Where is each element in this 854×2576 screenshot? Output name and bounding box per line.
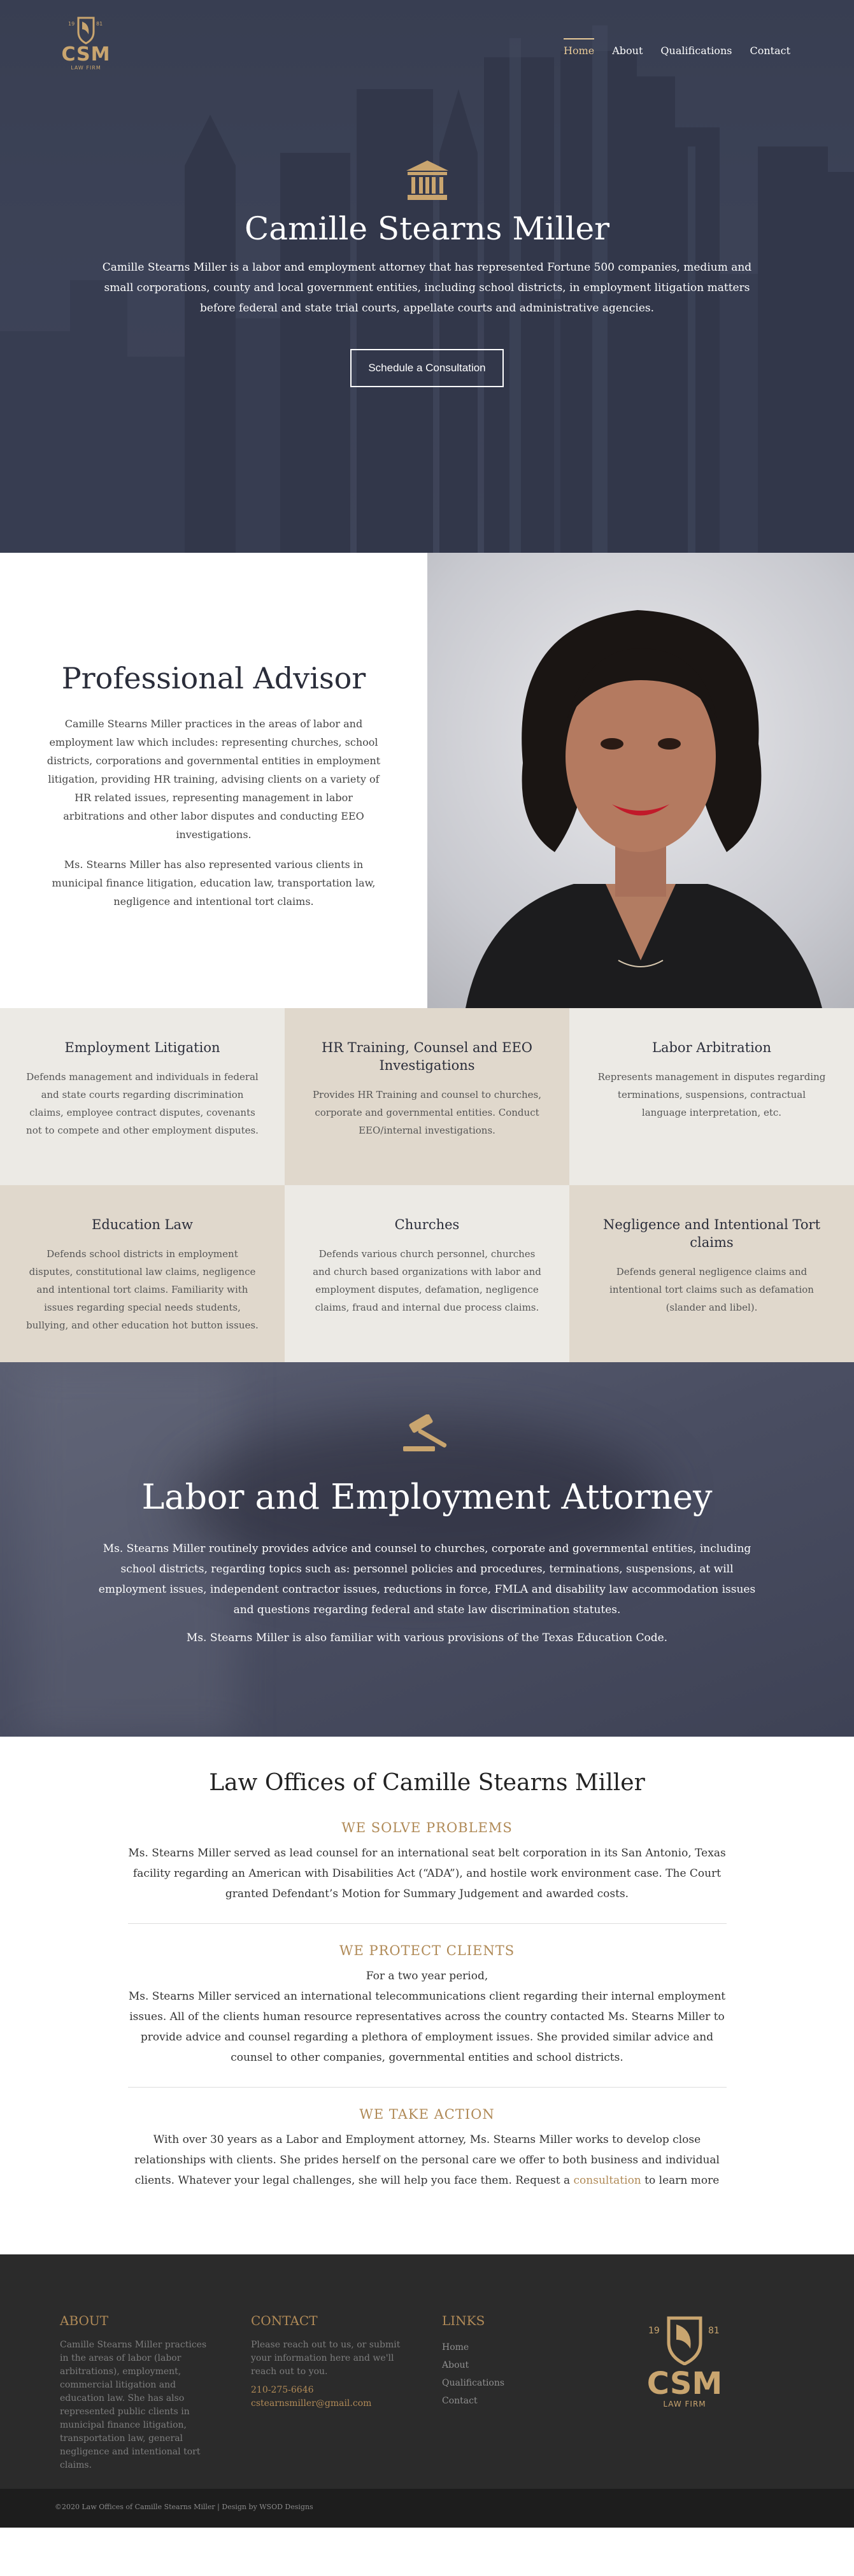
we-take-action-block	[128, 2087, 727, 2210]
courthouse-icon	[405, 159, 450, 201]
service-text: Defends school districts in employment disputes, constitutional law claims, negligence and intentional tort claims. Familiarity with issues regarding special needs students, bullying, and other education hot button issues.	[26, 1248, 259, 1331]
block-heading: WE PROTECT CLIENTS	[339, 1943, 515, 1958]
block-heading: WE SOLVE PROBLEMS	[341, 1820, 513, 1835]
service-title: Churches	[394, 1217, 460, 1232]
footer-links-title: LINKS	[442, 2313, 485, 2328]
service-title: Negligence and Intentional Tort claims	[602, 1217, 821, 1250]
footer-link-home[interactable]: Home	[442, 2342, 469, 2352]
footer-about-text: Camille Stearns Miller practices in the areas of labor (labor arbitrations), employment, commercial litigation and education law. She has also represented public clients in municipal finance litigation, transportation law, general negligence and intentional tort claims.	[60, 2340, 207, 2470]
block-text	[128, 2130, 727, 2191]
footer-link-about[interactable]: About	[442, 2360, 469, 2370]
service-text: Defends various church personnel, churches and church based organizations with labor and employment disputes, defamation, negligence claims, fraud and internal due process claims.	[313, 1248, 541, 1313]
labor-employment-paragraph-2: Ms. Stearns Miller is also familiar with various provisions of the Texas Education Code.	[186, 1632, 668, 1644]
block-text: Ms. Stearns Miller served as lead counsel for an international seat belt corporation in its San Antonio, Texas facility regarding an American with Disabilities Act (“ADA”), and hostile work environment case. The Court granted Defendant’s Motion for Summary Judgement and awarded costs.	[128, 1847, 726, 1900]
logo-text: CSM	[61, 43, 111, 66]
hero-section	[0, 0, 854, 553]
service-hr-training	[285, 1008, 569, 1185]
footer-logo-shield-icon	[643, 2314, 726, 2365]
hero-description: Camille Stearns Miller is a labor and employment attorney that has represented Fortune 500 companies, medium and small corporations, county and local government entities, including school districts, in employment litigation matters before federal and state trial courts, appellate courts and administrative agencies.	[102, 261, 752, 315]
footer-logo-year-left: 19	[648, 2326, 660, 2336]
nav-contact[interactable]: Contact	[750, 45, 790, 57]
nav-qualifications[interactable]: Qualifications	[660, 45, 732, 57]
service-text: Defends management and individuals in federal and state courts regarding discrimination claims, employee contract disputes, covenants not to compete and other employment disputes.	[26, 1071, 259, 1136]
service-text: Provides HR Training and counsel to churches, corporate and governmental entities. Conduct EEO/internal investigations.	[312, 1089, 542, 1136]
advisor-paragraph-2: Ms. Stearns Miller has also represented various clients in municipal finance litigation, education law, transportation law, negligence and intentional tort claims.	[52, 858, 376, 907]
site-logo[interactable]	[57, 15, 115, 71]
logo-year-right: 81	[96, 21, 103, 27]
block-text: Ms. Stearns Miller serviced an international telecommunications client regarding their internal employment issues. All of the clients human resource representatives across the country contacted Ms. Stearns Miller to provide advice and counsel regarding a plethora of employment issues. She provided similar advice and counsel to other companies, governmental entities and school districts.	[128, 1990, 726, 2064]
nav-home[interactable]: Home	[564, 38, 594, 57]
logo-shield-icon	[67, 15, 105, 45]
hero-title: Camille Stearns Miller	[245, 210, 609, 247]
footer-phone[interactable]: 210-275-6646	[251, 2385, 314, 2395]
services-grid	[0, 1008, 854, 1362]
schedule-consultation-button[interactable]: Schedule a Consultation	[350, 349, 503, 387]
labor-employment-section	[0, 1362, 854, 1737]
professional-advisor-section	[0, 553, 854, 1008]
site-footer	[0, 2254, 854, 2489]
footer-links	[442, 2313, 569, 2410]
service-labor-arbitration	[569, 1008, 854, 1185]
offices-title: Law Offices of Camille Stearns Miller	[209, 1770, 645, 1796]
service-negligence-tort	[569, 1185, 854, 1362]
we-solve-problems-block	[128, 1820, 727, 1923]
advisor-title: Professional Advisor	[61, 661, 366, 695]
footer-link-contact[interactable]: Contact	[442, 2396, 478, 2406]
law-offices-section	[0, 1737, 854, 2254]
advisor-text	[0, 553, 427, 1008]
footer-email[interactable]: cstearnsmiller@gmail.com	[251, 2398, 372, 2409]
footer-about	[60, 2313, 213, 2472]
advisor-paragraph-1: Camille Stearns Miller practices in the areas of labor and employment law which includes: representing churches, school districts, corporations and governmental entities in employment litigation, providing HR training, advising clients on a variety of HR related issues, representing management in labor arbitrations and other labor disputes and conducting EEO investigations.	[46, 718, 381, 841]
footer-contact-text: Please reach out to us, or submit your information here and we'll reach out to you.	[251, 2340, 401, 2377]
footer-logo-year-right: 81	[708, 2326, 720, 2336]
footer-link-qualifications[interactable]: Qualifications	[442, 2378, 505, 2388]
labor-employment-title: Labor and Employment Attorney	[141, 1477, 713, 1517]
service-title: HR Training, Counsel and EEO Investigations	[321, 1040, 533, 1073]
footer-logo	[640, 2314, 729, 2409]
service-title: Employment Litigation	[64, 1040, 220, 1055]
footer-logo-text: CSM	[646, 2366, 723, 2402]
logo-year-left: 19	[68, 21, 75, 27]
footer-contact	[251, 2313, 416, 2410]
footer-about-title: ABOUT	[60, 2313, 109, 2328]
action-text: With over 30 years as a Labor and Employment attorney, Ms. Stearns Miller works to develop close relationships with clients. She prides herself on the personal care we offer to both business and individual clients. Whatever your legal challenges, she will help you face them. Request a	[134, 2133, 720, 2187]
labor-employment-content	[0, 1362, 854, 1648]
service-text: Represents management in disputes regarding terminations, suspensions, contractual language interpretation, etc.	[597, 1071, 826, 1118]
block-heading: WE TAKE ACTION	[359, 2107, 495, 2122]
logo-subtext: LAW FIRM	[71, 65, 101, 71]
service-text: Defends general negligence claims and intentional tort claims such as defamation (slander and libel).	[609, 1266, 814, 1313]
gavel-icon	[395, 1414, 459, 1455]
consultation-link[interactable]: consultation	[573, 2174, 641, 2187]
copyright-text: ©2020 Law Offices of Camille Stearns Miller | Design by WSOD Designs	[55, 2503, 313, 2511]
footer-links-list	[442, 2338, 569, 2410]
hero-content	[0, 159, 854, 387]
footer-contact-title: CONTACT	[251, 2313, 318, 2328]
we-protect-clients-block	[128, 1923, 727, 2087]
block-lead: For a two year period,	[366, 1970, 488, 1982]
action-text-end: to learn more	[644, 2174, 720, 2187]
labor-employment-paragraph-1: Ms. Stearns Miller routinely provides advice and counsel to churches, corporate and governmental entities, including school districts, regarding topics such as: personnel policies and procedures, terminations, suspensions, at will employment issues, independent contractor issues, reductions in force, FMLA and disability law accommodation issues and questions regarding federal and state law discrimination statutes.	[98, 1542, 756, 1616]
top-navigation	[0, 0, 854, 96]
service-employment-litigation	[0, 1008, 285, 1185]
service-title: Education Law	[91, 1217, 194, 1232]
portrait-illustration	[427, 553, 854, 1008]
copyright-bar	[0, 2489, 854, 2528]
main-menu	[564, 38, 790, 57]
service-title: Labor Arbitration	[652, 1040, 771, 1055]
service-education-law	[0, 1185, 285, 1362]
footer-logo-subtext: LAW FIRM	[663, 2400, 706, 2409]
service-churches	[285, 1185, 569, 1362]
nav-about[interactable]: About	[612, 45, 643, 57]
attorney-portrait	[427, 553, 854, 1008]
